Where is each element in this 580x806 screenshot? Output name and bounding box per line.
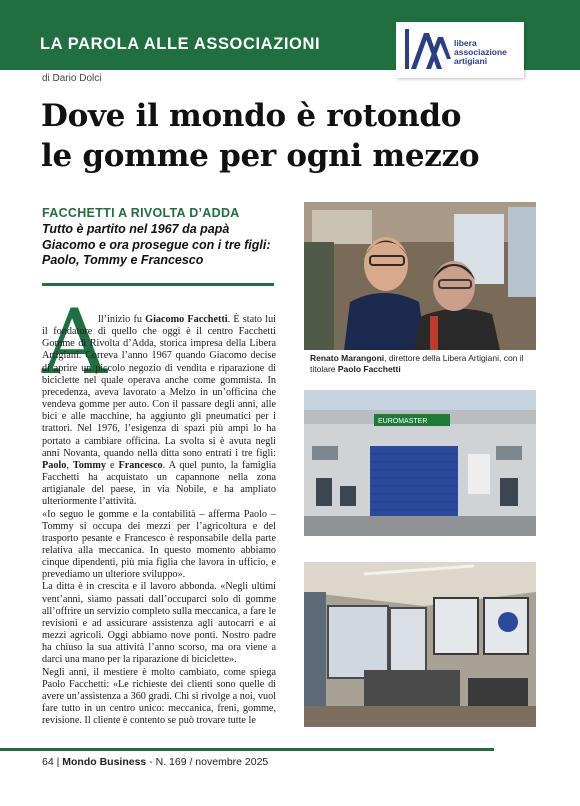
- article-subhead: Tutto è partito nel 1967 da papà Giacomo e ora prosegue con i tre figli: Paolo, Tommy e Francesco: [42, 222, 271, 267]
- photo-workshop-interior: [304, 562, 536, 727]
- footer-divider: [0, 748, 494, 751]
- logo-text: libera associazione artigiani: [454, 38, 507, 66]
- shop-sign-text: EUROMASTER: [378, 418, 428, 425]
- issue-info: - N. 169 / novembre 2025: [149, 756, 269, 768]
- body-paragraph-2: «Io seguo le gomme e la contabilità – afferma Paolo – Tommy si occupa dei mezzi per l’agricoltura e del trasporto pesante e Francesco è responsabile della parte relativa alla meccanica. In questo momento abbiamo cinque dipendenti, più mia figlia che lavora in ufficio, e prevediamo un ulteriore sviluppo».: [42, 508, 276, 581]
- drop-cap: A: [42, 290, 107, 395]
- article-kicker: FACCHETTI A RIVOLTA D’ADDA: [42, 206, 240, 220]
- photo-marangoni-facchetti: [304, 202, 536, 350]
- subhead-divider: [42, 283, 274, 286]
- body-paragraph-4: Negli anni, il mestiere è molto cambiato, come spiega Paolo Facchetti: «Le richieste dei clienti sono quelle di avere un’assistenza a 360 gradi. Chi si rivolge a noi, vuol fare tutto in un centro unico: meccanica, freni, gomme, revisione. Il cliente è contento se può trovare tutte le: [42, 666, 276, 727]
- page-footer: 64 | Mondo Business - N. 169 / novembre 2025: [42, 756, 269, 768]
- body-paragraph-3: La ditta è in crescita e il lavoro abbonda. «Negli ultimi vent’anni, siamo passati dall’occuparci solo di gomme all’offrire un servizio completo sulla meccanica, a fare le revisioni e ad assicurare assistenza agli autocarri e ai mezzi agricoli. Oggi abbiamo nove ponti. Nostro padre ha chiuso la sua attività l’anno scorso, ma ora viene a darci una mano per la riparazione di biciclette».: [42, 581, 276, 666]
- page-number: 64: [42, 756, 54, 768]
- logo-mark-icon: [402, 27, 452, 71]
- photo-workshop-exterior: [304, 390, 536, 536]
- article-author: di Dario Dolci: [42, 73, 102, 84]
- section-title: LA PAROLA ALLE ASSOCIAZIONI: [40, 35, 321, 53]
- article-headline: Dove il mondo è rotondo le gomme per ogni mezzo: [41, 98, 480, 174]
- body-paragraph-1: ll’inizio fu Giacomo Facchetti. È stato lui il fondatore di quello che oggi è il centro Facchetti Gomme di Rivolta d’Adda, storica impresa della Libera Artigiani. Correva l’anno 1967 quando Giacomo decise di aprire un piccolo negozio di vendita e riparazione di biciclette nel quale operava anche come gommista. In precedenza, aveva lavorato a Melzo in un’officina che vendeva gomme per auto. Con il passare degli anni, alle bici e alle macchine, ha aggiunto gli pneumatici per i trattori. Nel 1976, l’esigenza di spazi più ampi lo ha portato a cambiare officina. La svolta si è avuta negli anni Novanta, quando nella ditta sono entrati i tre figli: Paolo, Tommy e Francesco. A quel punto, la famiglia Facchetti ha acquistato un capannone nella zona artigianale del paese, in via Nobile, e ha ampliato ulteriormente l’attività.: [42, 314, 276, 508]
- libera-artigiani-logo: [396, 22, 524, 78]
- magazine-name: Mondo Business: [62, 756, 147, 768]
- article-body: [42, 314, 276, 727]
- photo-caption: Renato Marangoni, direttore della Libera Artigiani, con il titolare Paolo Facchetti: [304, 350, 536, 380]
